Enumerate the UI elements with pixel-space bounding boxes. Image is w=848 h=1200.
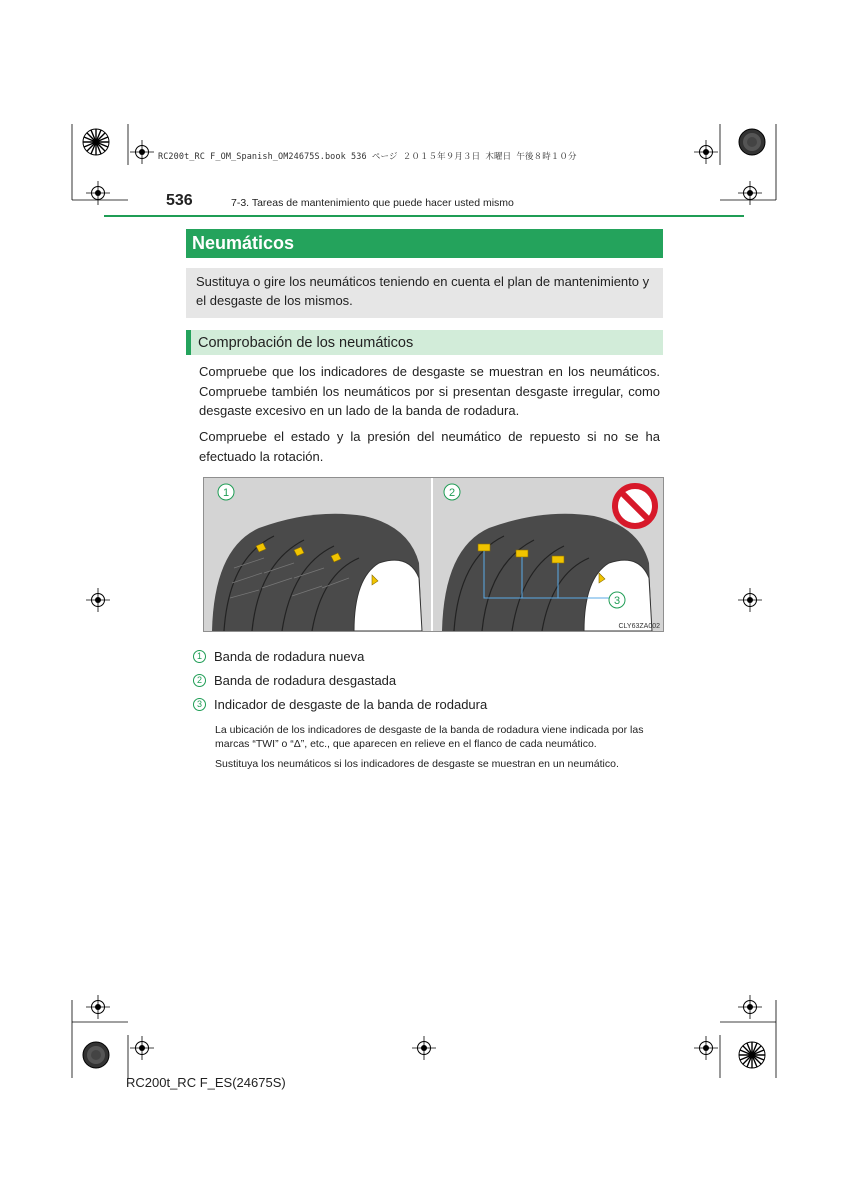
legend-item-1 [193,646,487,666]
legend-number-3: 3 [193,698,206,711]
new-tread-panel [204,478,430,631]
legend-number-2: 2 [193,674,206,687]
legend-label-3: Indicador de desgaste de la banda de rodadura [214,696,488,712]
chapter-title: 7-3. Tareas de mantenimiento que puede hacer usted mismo [231,197,514,209]
note-1: La ubicación de los indicadores de desgaste de la banda de rodadura viene indicada por las marcas “TWI” o “Δ”, etc., que aparecen en relieve en el flanco de cada neumático. [215,724,644,750]
legend-label-1: Banda de rodadura nueva [214,648,365,664]
subsection-title-bar [186,330,663,355]
panel-1-number: 1 [222,487,230,499]
panel-2-number: 2 [448,487,456,499]
worn-tread-panel [434,478,663,631]
section-title: Neumáticos [192,233,295,253]
section-summary [186,268,663,318]
footer-code: RC200t_RC F_ES(24675S) [126,1075,286,1090]
page-number: 536 [166,192,193,209]
callout-number: 3 [613,595,621,607]
legend-item-3 [193,694,487,714]
tire-illustration [204,478,663,631]
legend-item-2 [193,670,487,690]
paragraph-1: Compruebe que los indicadores de desgaste se muestran en los neumáticos. Compruebe también los neumáticos por si presentan desgaste irregular, como desgaste excesivo en un lado de la banda de rodadura. [199,364,660,418]
tire-wear-figure [203,477,664,632]
print-book-line: RC200t_RC F_OM_Spanish_OM24675S.book 536 ページ ２０１５年９月３日 木曜日 午後８時１０分 [158,152,577,162]
legend-number-1: 1 [193,650,206,663]
note-2: Sustituya los neumáticos si los indicadores de desgaste se muestran en un neumático. [215,758,619,770]
subsection-title: Comprobación de los neumáticos [198,334,414,351]
figure-code: CLY63ZA002 [618,623,660,630]
prohibited-icon [615,486,655,526]
summary-text: Sustituya o gire los neumáticos teniendo en cuenta el plan de mantenimiento y el desgaste de los mismos. [196,274,650,308]
header-rule [104,215,744,217]
paragraph-2: Compruebe el estado y la presión del neumático de repuesto si no se ha efectuado la rotación. [199,429,660,464]
figure-legend [193,646,487,714]
legend-label-2: Banda de rodadura desgastada [214,672,397,688]
section-title-bar [186,229,663,258]
